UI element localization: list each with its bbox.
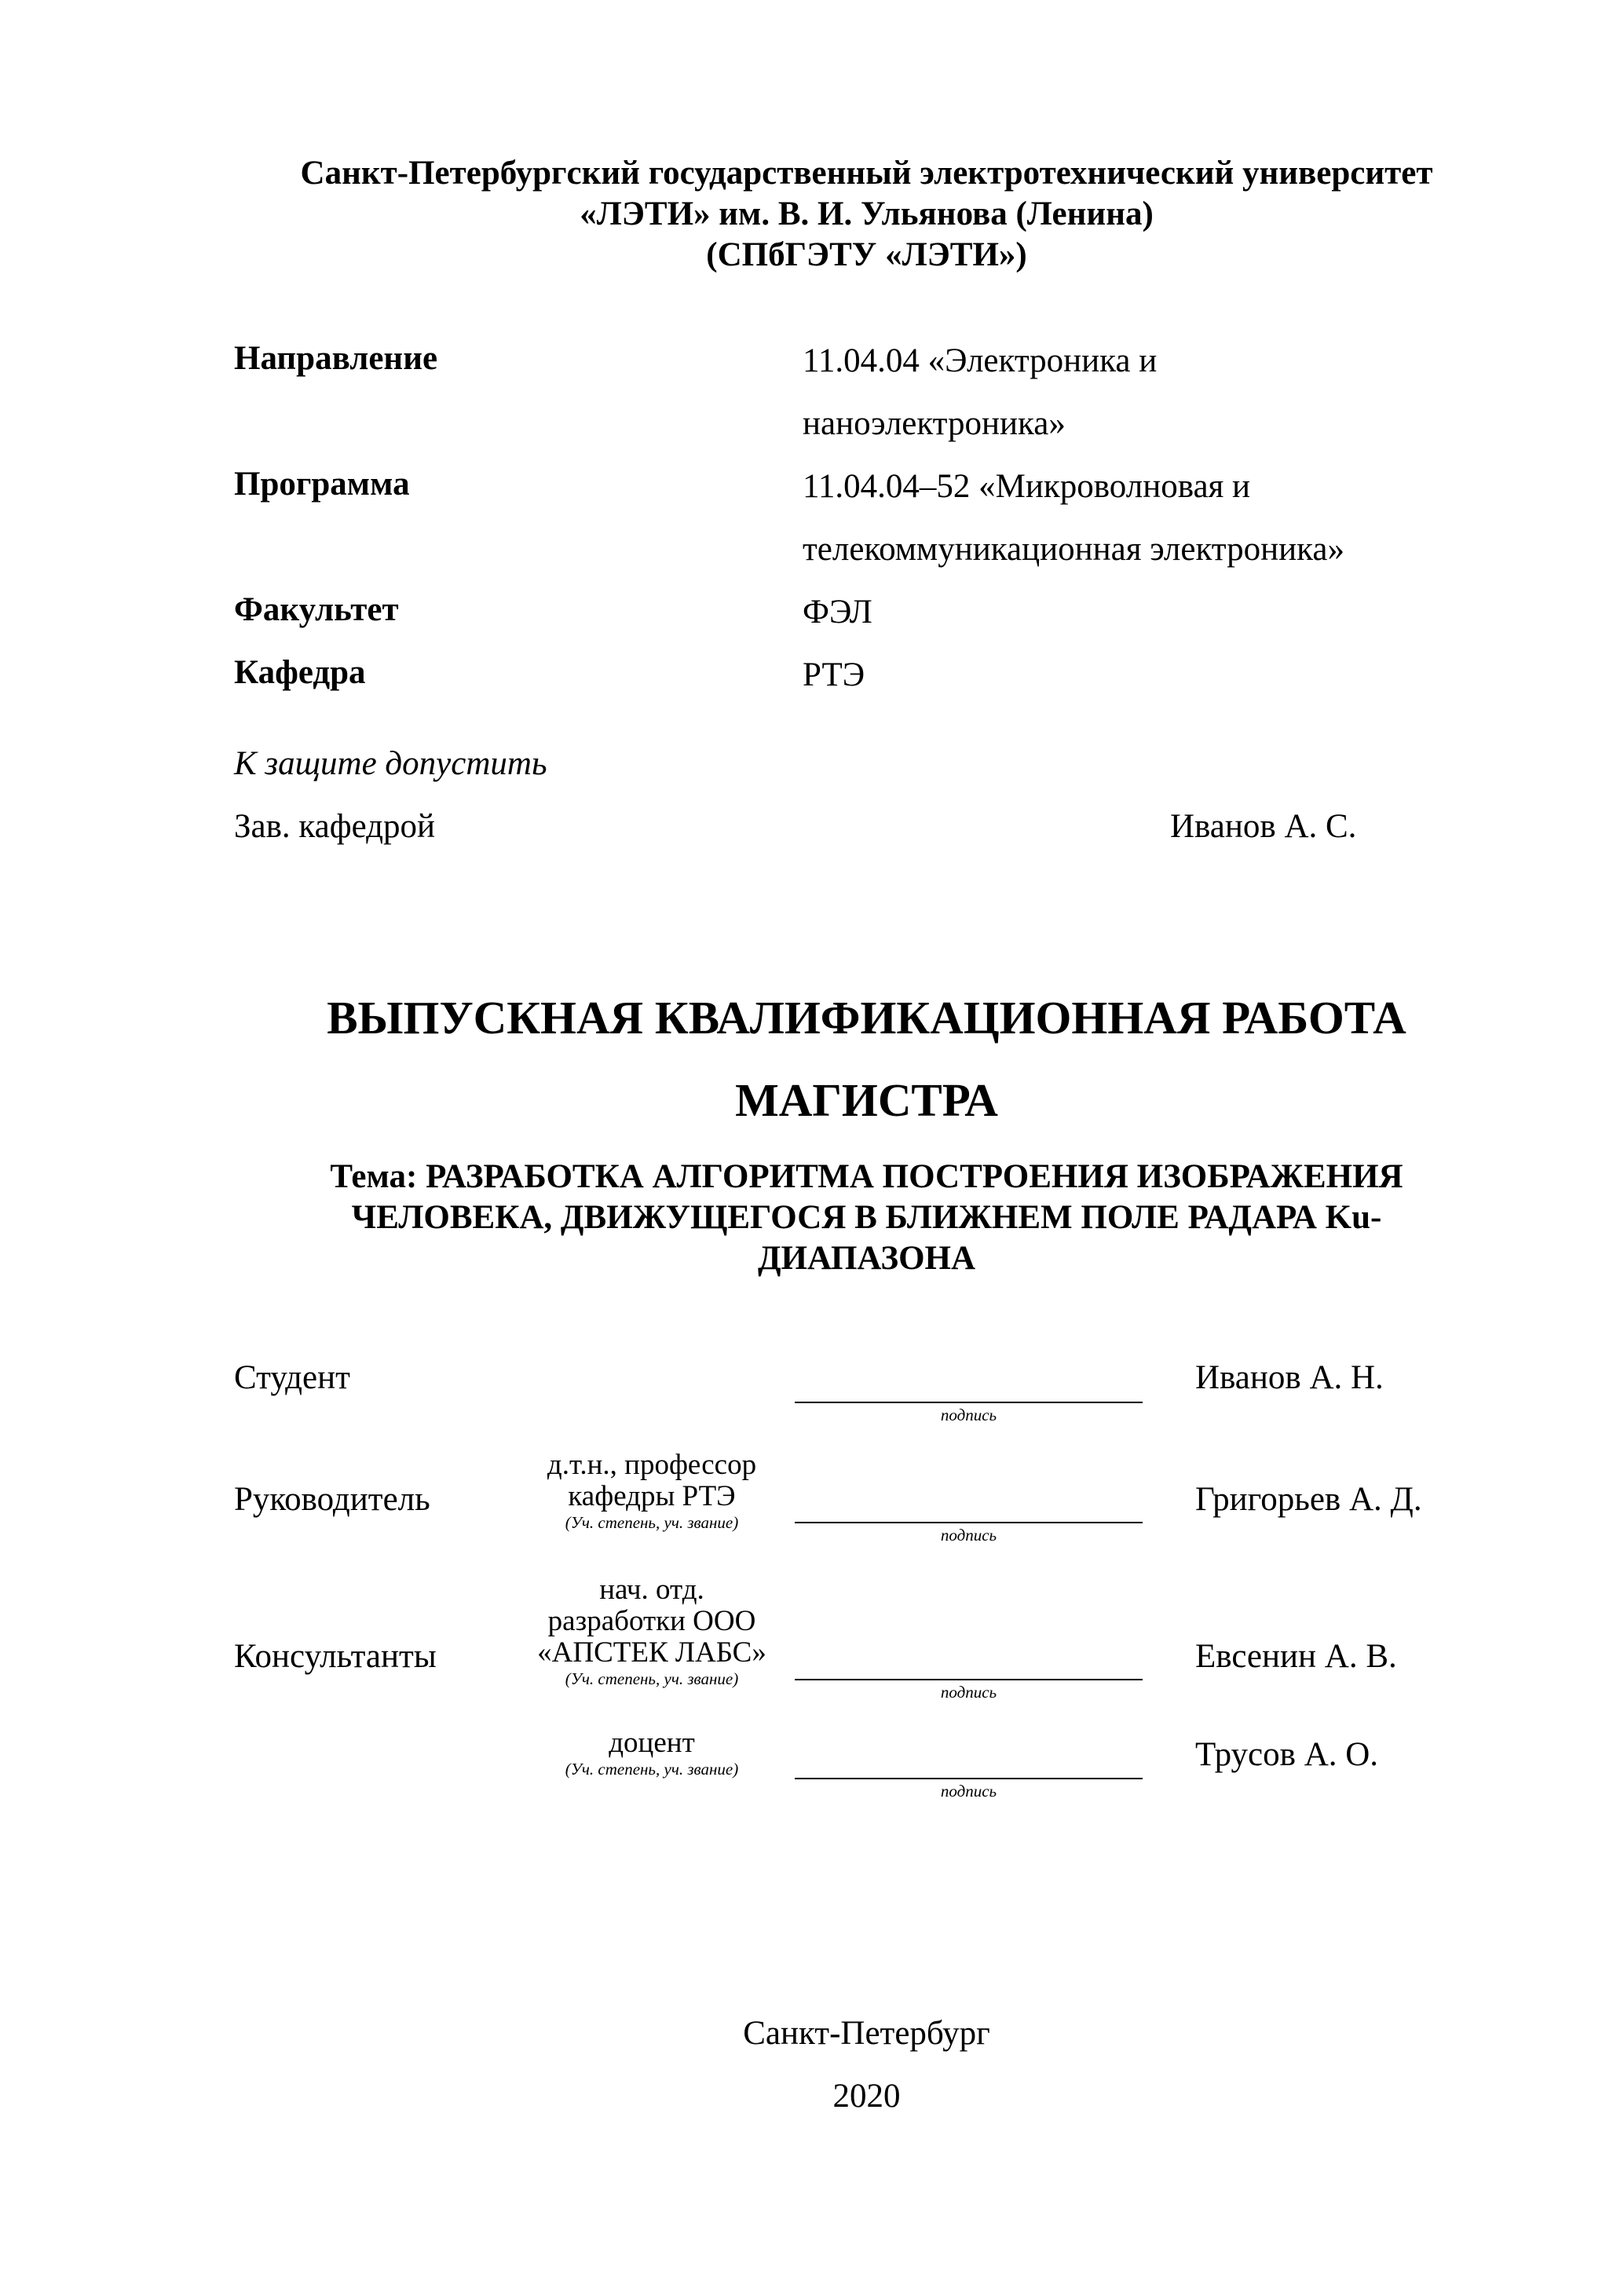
program-label: Программа xyxy=(234,466,410,503)
program-value xyxy=(803,455,1344,581)
direction-value-line: 11.04.04 «Электроника и xyxy=(803,342,1158,379)
program-value-line: 11.04.04–52 «Микроволновая и xyxy=(803,468,1251,505)
year: 2020 xyxy=(832,2078,901,2115)
program-value-line: телекоммуникационная электроника» xyxy=(803,531,1344,568)
faculty-value: ФЭЛ xyxy=(803,594,872,631)
thesis-topic xyxy=(0,1157,1624,1279)
rank-caption: (Уч. степень, уч. звание) xyxy=(565,1669,739,1688)
consultant-2-name: Трусов А. О. xyxy=(1195,1736,1379,1773)
direction-value-line: наноэлектроника» xyxy=(803,405,1066,442)
supervisor-rank xyxy=(510,1450,793,1533)
supervisor-role: Руководитель xyxy=(234,1481,430,1518)
consultant-1-rank-line: «АПСТЕК ЛАБС» xyxy=(537,1636,766,1669)
signature-caption: подпись xyxy=(940,1526,997,1545)
head-of-department-name: Иванов А. С. xyxy=(1170,808,1357,845)
topic-line: ЧЕЛОВЕКА, ДВИЖУЩЕГОСЯ В БЛИЖНЕМ ПОЛЕ РАДАРА Ku- xyxy=(351,1199,1382,1236)
consultant-1-rank-line: разработки ООО xyxy=(547,1605,756,1637)
student-role: Студент xyxy=(234,1359,350,1396)
faculty-label: Факультет xyxy=(234,591,399,628)
rank-caption: (Уч. степень, уч. звание) xyxy=(565,1760,739,1779)
topic-line: ДИАПАЗОНА xyxy=(757,1240,976,1277)
head-of-department-label: Зав. кафедрой xyxy=(234,808,436,845)
supervisor-name: Григорьев А. Д. xyxy=(1195,1481,1422,1518)
topic-line: Тема: РАЗРАБОТКА АЛГОРИТМА ПОСТРОЕНИЯ ИЗОБРАЖЕНИЯ xyxy=(330,1158,1403,1195)
direction-value xyxy=(803,330,1157,455)
consultants-role: Консультанты xyxy=(234,1638,437,1675)
admit-to-defense: К защите допустить xyxy=(234,745,547,782)
supervisor-rank-line: д.т.н., профессор xyxy=(547,1449,757,1481)
university-name: Санкт-Петербургский государственный электротехнический университет xyxy=(300,155,1433,192)
consultant-1-rank xyxy=(510,1574,793,1689)
university-header xyxy=(0,153,1624,276)
signature-caption: подпись xyxy=(940,1782,997,1801)
consultant-2-rank xyxy=(510,1727,793,1779)
university-abbreviation: (СПбГЭТУ «ЛЭТИ») xyxy=(706,236,1027,273)
signature-line xyxy=(795,1402,1143,1403)
consultant-2-rank-line: доцент xyxy=(609,1727,695,1759)
rank-caption: (Уч. степень, уч. звание) xyxy=(565,1513,739,1532)
thesis-title: ВЫПУСКНАЯ КВАЛИФИКАЦИОННАЯ РАБОТА xyxy=(327,992,1406,1044)
signature-line xyxy=(795,1778,1143,1779)
direction-label: Направление xyxy=(234,340,438,377)
signature-line xyxy=(795,1679,1143,1680)
university-named-after: «ЛЭТИ» им. В. И. Ульянова (Ленина) xyxy=(580,196,1154,232)
signature-caption: подпись xyxy=(940,1683,997,1702)
city: Санкт-Петербург xyxy=(743,2015,990,2052)
department-label: Кафедра xyxy=(234,654,366,691)
department-value: РТЭ xyxy=(803,656,865,693)
consultant-1-name: Евсенин А. В. xyxy=(1195,1638,1397,1675)
student-name: Иванов А. Н. xyxy=(1195,1359,1384,1396)
consultant-1-rank-line: нач. отд. xyxy=(599,1574,704,1606)
supervisor-rank-line: кафедры РТЭ xyxy=(568,1480,736,1512)
signature-caption: подпись xyxy=(940,1406,997,1424)
thesis-degree: МАГИСТРА xyxy=(735,1074,998,1126)
signature-line xyxy=(795,1522,1143,1523)
